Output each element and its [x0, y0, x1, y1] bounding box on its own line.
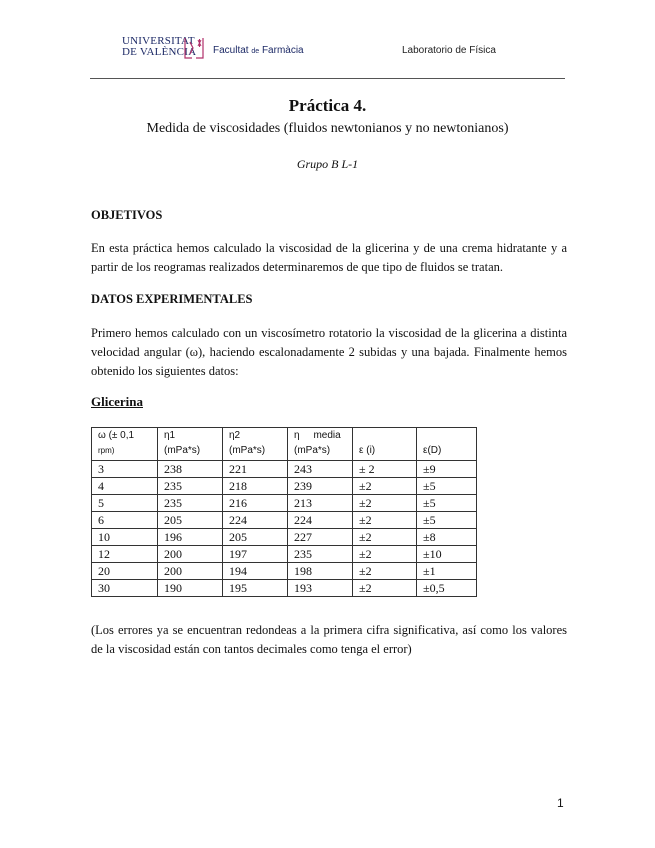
header-divider [90, 78, 565, 79]
table-cell: ±8 [417, 529, 477, 546]
header-cell-error-i [353, 428, 417, 461]
university-emblem-icon [182, 36, 208, 60]
table-cell: 3 [92, 461, 158, 478]
group-label: Grupo B L-1 [296, 157, 359, 171]
table-cell: ±2 [353, 495, 417, 512]
table-cell: ± 2 [353, 461, 417, 478]
table-cell: 193 [288, 580, 353, 597]
university-name-line1: UNIVERSITAT [122, 35, 195, 47]
table-cell: 235 [158, 478, 223, 495]
table-row [92, 529, 477, 546]
table-cell: 216 [223, 495, 288, 512]
table-cell: 235 [288, 546, 353, 563]
header-eta2-line1: η2 [229, 430, 241, 441]
table-cell: ±5 [417, 512, 477, 529]
header-omega-line1: ω (± 0,1 [98, 430, 135, 441]
header-cell-error-d [417, 428, 477, 461]
table-cell: 6 [92, 512, 158, 529]
table-cell: 200 [158, 563, 223, 580]
glicerina-heading: Glicerina [91, 394, 143, 409]
lab-label: Laboratorio de Física [402, 45, 496, 56]
header-error-i-line1 [359, 428, 410, 443]
header-eta2-line2: (mPa*s) [229, 445, 266, 456]
table-cell: 243 [288, 461, 353, 478]
faculty-prefix: Facultat [213, 45, 249, 56]
table-cell: 4 [92, 478, 158, 495]
header-cell-eta2 [223, 428, 288, 461]
table-cell: 213 [288, 495, 353, 512]
objetivos-heading: OBJETIVOS [91, 208, 163, 222]
table-cell: 200 [158, 546, 223, 563]
table-cell: ±0,5 [417, 580, 477, 597]
header-cell-eta-media [288, 428, 353, 461]
table-cell: ±2 [353, 478, 417, 495]
table-cell: ±10 [417, 546, 477, 563]
table-cell: ±1 [417, 563, 477, 580]
table-cell: 12 [92, 546, 158, 563]
header-eta-media-line2: (mPa*s) [294, 445, 331, 456]
table-cell: 10 [92, 529, 158, 546]
table-row [92, 495, 477, 512]
header-eta-media-line1: η media [294, 430, 341, 441]
header-eta1-line2: (mPa*s) [164, 445, 201, 456]
table-cell: 196 [158, 529, 223, 546]
table-cell: 239 [288, 478, 353, 495]
table-cell: 224 [288, 512, 353, 529]
table-cell: ±2 [353, 529, 417, 546]
table-cell: 195 [223, 580, 288, 597]
table-cell: 235 [158, 495, 223, 512]
table-row [92, 512, 477, 529]
table-cell: 205 [223, 529, 288, 546]
errors-note: (Los errores ya se encuentran redondeas a la primera cifra significativa, así como los valores de la viscosidad están con tantos decimales como tenga el error) [91, 623, 567, 656]
table-cell: 227 [288, 529, 353, 546]
table-cell: ±2 [353, 563, 417, 580]
faculty-title: Farmàcia [261, 45, 304, 56]
header-eta1-line1: η1 [164, 430, 176, 441]
header-omega-line2: rpm) [98, 446, 115, 455]
table-row [92, 580, 477, 597]
table-row [92, 478, 477, 495]
faculty-de: de [251, 48, 260, 55]
header-error-i-line2: ε (i) [359, 445, 376, 456]
table-cell: ±2 [353, 546, 417, 563]
university-name-line2: DE VALÈNCIA [122, 46, 197, 58]
table-cell: 194 [223, 563, 288, 580]
page-number: 1 [557, 796, 564, 810]
table-cell: ±5 [417, 478, 477, 495]
objetivos-text: En esta práctica hemos calculado la viscosidad de la glicerina y de una crema hidratante y a partir de los reogramas realizados determinaremos de que tipo de fluidos se tratan. [91, 241, 567, 274]
table-body [92, 461, 477, 597]
table-cell: 197 [223, 546, 288, 563]
faculty-name [213, 45, 304, 56]
table-cell: 224 [223, 512, 288, 529]
table-cell: 238 [158, 461, 223, 478]
glicerina-table [91, 427, 477, 597]
table-cell: ±2 [353, 580, 417, 597]
datos-heading: DATOS EXPERIMENTALES [91, 292, 253, 306]
table-row [92, 546, 477, 563]
table-cell: 190 [158, 580, 223, 597]
table-cell: 20 [92, 563, 158, 580]
page-subtitle: Medida de viscosidades (fluidos newtonianos y no newtonianos) [146, 121, 509, 136]
datos-text: Primero hemos calculado con un viscosímetro rotatorio la viscosidad de la glicerina a distinta velocidad angular (ω), haciendo escalonadamente 2 subidas y una bajada. Finalmente hemos obtenido los siguientes datos: [91, 326, 567, 378]
table-header-row [92, 428, 477, 461]
table-cell: 198 [288, 563, 353, 580]
table-cell: 5 [92, 495, 158, 512]
table-cell: ±5 [417, 495, 477, 512]
header-error-d-line2: ε(D) [423, 445, 442, 456]
table-cell: ±9 [417, 461, 477, 478]
table-cell: 205 [158, 512, 223, 529]
table-cell: 30 [92, 580, 158, 597]
page-title: Práctica 4. [288, 96, 367, 115]
table-row [92, 461, 477, 478]
table-cell: ±2 [353, 512, 417, 529]
header-cell-eta1 [158, 428, 223, 461]
table-cell: 221 [223, 461, 288, 478]
header-cell-omega [92, 428, 158, 461]
table-cell: 218 [223, 478, 288, 495]
header-error-d-line1 [423, 428, 470, 443]
table-row [92, 563, 477, 580]
